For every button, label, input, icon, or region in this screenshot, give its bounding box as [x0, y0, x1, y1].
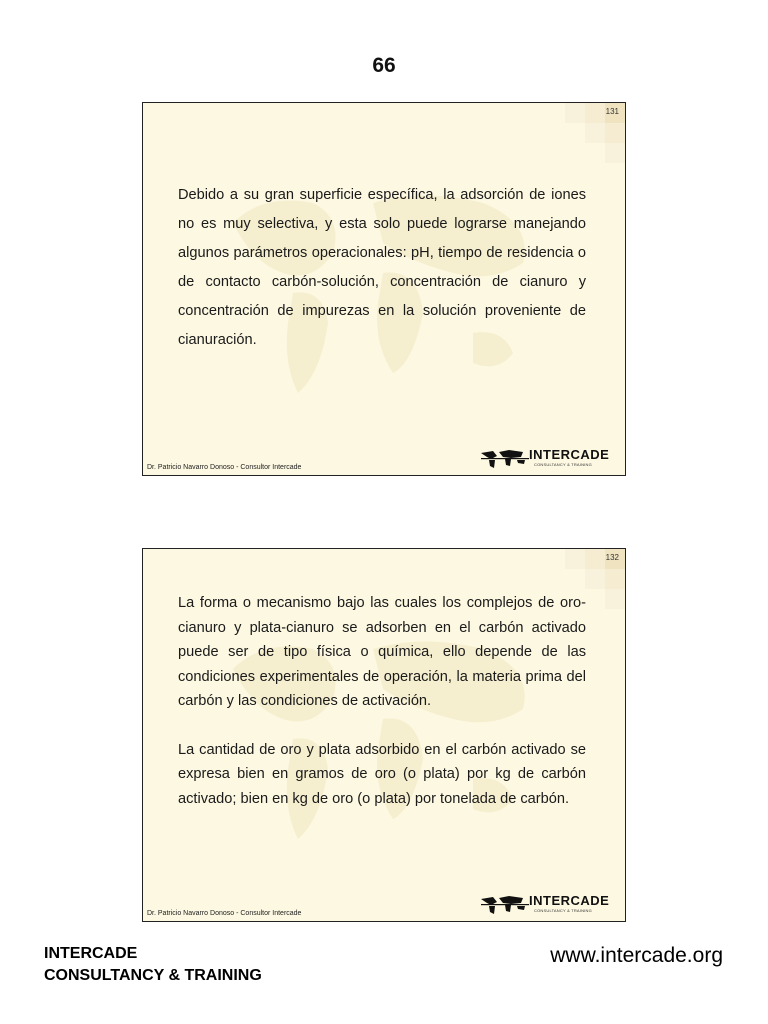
company-name: [44, 943, 262, 987]
slide-footer: Dr. Patricio Navarro Donoso - Consultor Intercade: [147, 464, 302, 471]
logo-text: INTERCADE: [529, 893, 610, 908]
logo-subtitle: CONSULTANCY & TRAINING: [534, 908, 592, 913]
logo-text: INTERCADE: [529, 447, 610, 462]
slide-body: [178, 591, 586, 835]
company-line-1: INTERCADE: [44, 945, 138, 962]
logo-subtitle: CONSULTANCY & TRAINING: [534, 462, 592, 467]
globe-logo-icon: [479, 893, 531, 915]
page-number: 66: [372, 54, 396, 77]
globe-logo-icon: [479, 447, 531, 469]
slide-paragraph: La forma o mecanismo bajo las cuales los complejos de oro-cianuro y plata-cianuro se adsorben en el carbón activado puede ser de tipo física o química, ello depende de las condiciones experimentales de operación, la materia prima del carbón y las condiciones de activación.: [178, 595, 586, 709]
company-line-2: CONSULTANCY & TRAINING: [44, 967, 262, 984]
slide-131: [142, 102, 626, 476]
website-url: www.intercade.org: [550, 944, 723, 967]
slide-paragraph: Debido a su gran superficie específica, la adsorción de iones no es muy selectiva, y esta solo puede lograrse manejando algunos parámetros operacionales: pH, tiempo de residencia o de contacto carbón-solución, concentración de cianuro y concentración de impurezas en la solución proveniente de cianuración.: [178, 187, 586, 348]
slide-132: [142, 548, 626, 922]
intercade-logo: [479, 893, 619, 915]
slide-paragraph: La cantidad de oro y plata adsorbido en el carbón activado se expresa bien en gramos de oro (o plata) por kg de carbón activado; bien en kg de oro (o plata) por tonelada de carbón.: [178, 741, 586, 807]
slide-footer: Dr. Patricio Navarro Donoso - Consultor Intercade: [147, 910, 302, 917]
slide-number: 131: [605, 107, 619, 116]
slide-body: [178, 181, 586, 379]
intercade-logo: [479, 447, 619, 469]
slide-number: 132: [605, 553, 619, 562]
